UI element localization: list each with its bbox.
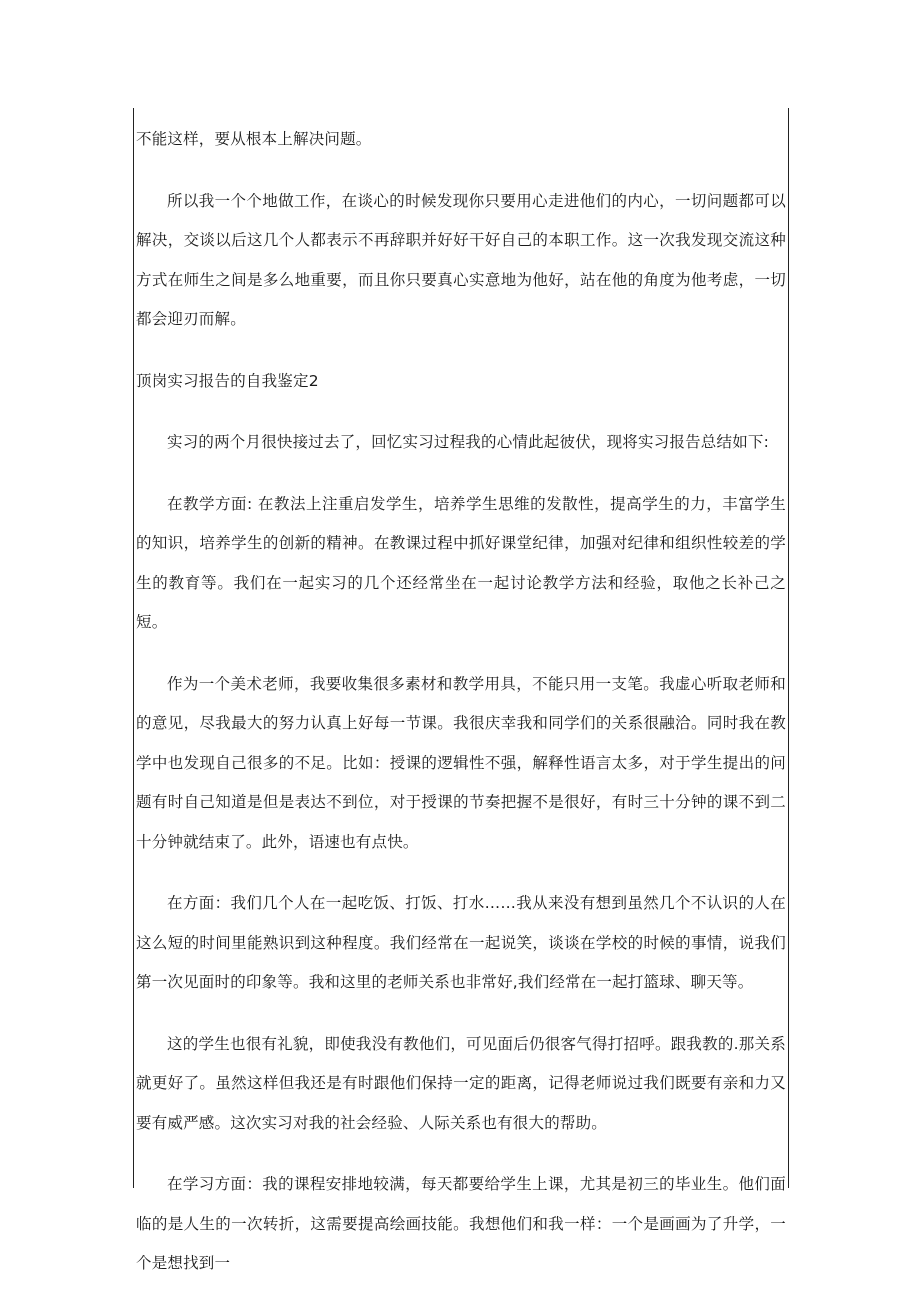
paragraph: 在学习方面：我的课程安排地较满，每天都要给学生上课，尤其是初三的毕业生。他们面临的是人生的一次转折，这需要提高绘画技能。我想他们和我一样：一个是画画为了升学，一个是想找到一 (136, 1175, 786, 1272)
left-margin-rule (133, 108, 134, 1188)
paragraph: 在方面：我们几个人在一起吃饭、打饭、打水……我从来没有想到虽然几个不认识的人在这么短的时间里能熟识到这种程度。我们经常在一起说笑，谈谈在学校的时候的事情，说我们第一次见面时的印象等。我和这里的老师关系也非常好,我们经常在一起打篮球、聊天等。 (136, 894, 786, 991)
section-heading: 顶岗实习报告的自我鉴定2 (136, 371, 319, 390)
document-body (136, 120, 786, 1306)
paragraph: 实习的两个月很快接过去了，回忆实习过程我的心情此起彼伏，现将实习报告总结如下: (167, 433, 770, 451)
paragraph: 所以我一个个地做工作，在谈心的时候发现你只要用心走进他们的内心，一切问题都可以解决，交谈以后这几个人都表示不再辞职并好好干好自己的本职工作。这一次我发现交流这种方式在师生之间是多么地重要，而且你只要真心实意地为他好，站在他的角度为他考虑，一切都会迎刃而解。 (136, 191, 786, 328)
paragraph-continuation: 不能这样，要从根本上解决问题。 (136, 130, 372, 148)
paragraph: 作为一个美术老师，我要收集很多素材和教学用具，不能只用一支笔。我虚心听取老师和的意见，尽我最大的努力认真上好每一节课。我很庆幸我和同学们的关系很融洽。同时我在教学中也发现自己很多的不足。比如：授课的逻辑性不强，解释性语言太多，对于学生提出的问题有时自己知道是但是表达不到位，对于授课的节奏把握不是很好，有时三十分钟的课不到二十分钟就结束了。此外，语速也有点快。 (136, 674, 786, 851)
paragraph: 在教学方面: 在教法上注重启发学生，培养学生思维的发散性，提高学生的力，丰富学生的知识，培养学生的创新的精神。在教课过程中抓好课堂纪律，加强对纪律和组织性较差的学生的教育等。我们在一起实习的几个还经常坐在一起讨论教学方法和经验，取他之长补己之短。 (136, 494, 786, 631)
paragraph: 这的学生也很有礼貌，即使我没有教他们，可见面后仍很客气得打招呼。跟我教的.那关系就更好了。虽然这样但我还是有时跟他们保持一定的距离，记得老师说过我们既要有亲和力又要有威严感。这次实习对我的社会经验、人际关系也有很大的帮助。 (136, 1034, 786, 1132)
right-margin-rule (788, 108, 789, 1188)
